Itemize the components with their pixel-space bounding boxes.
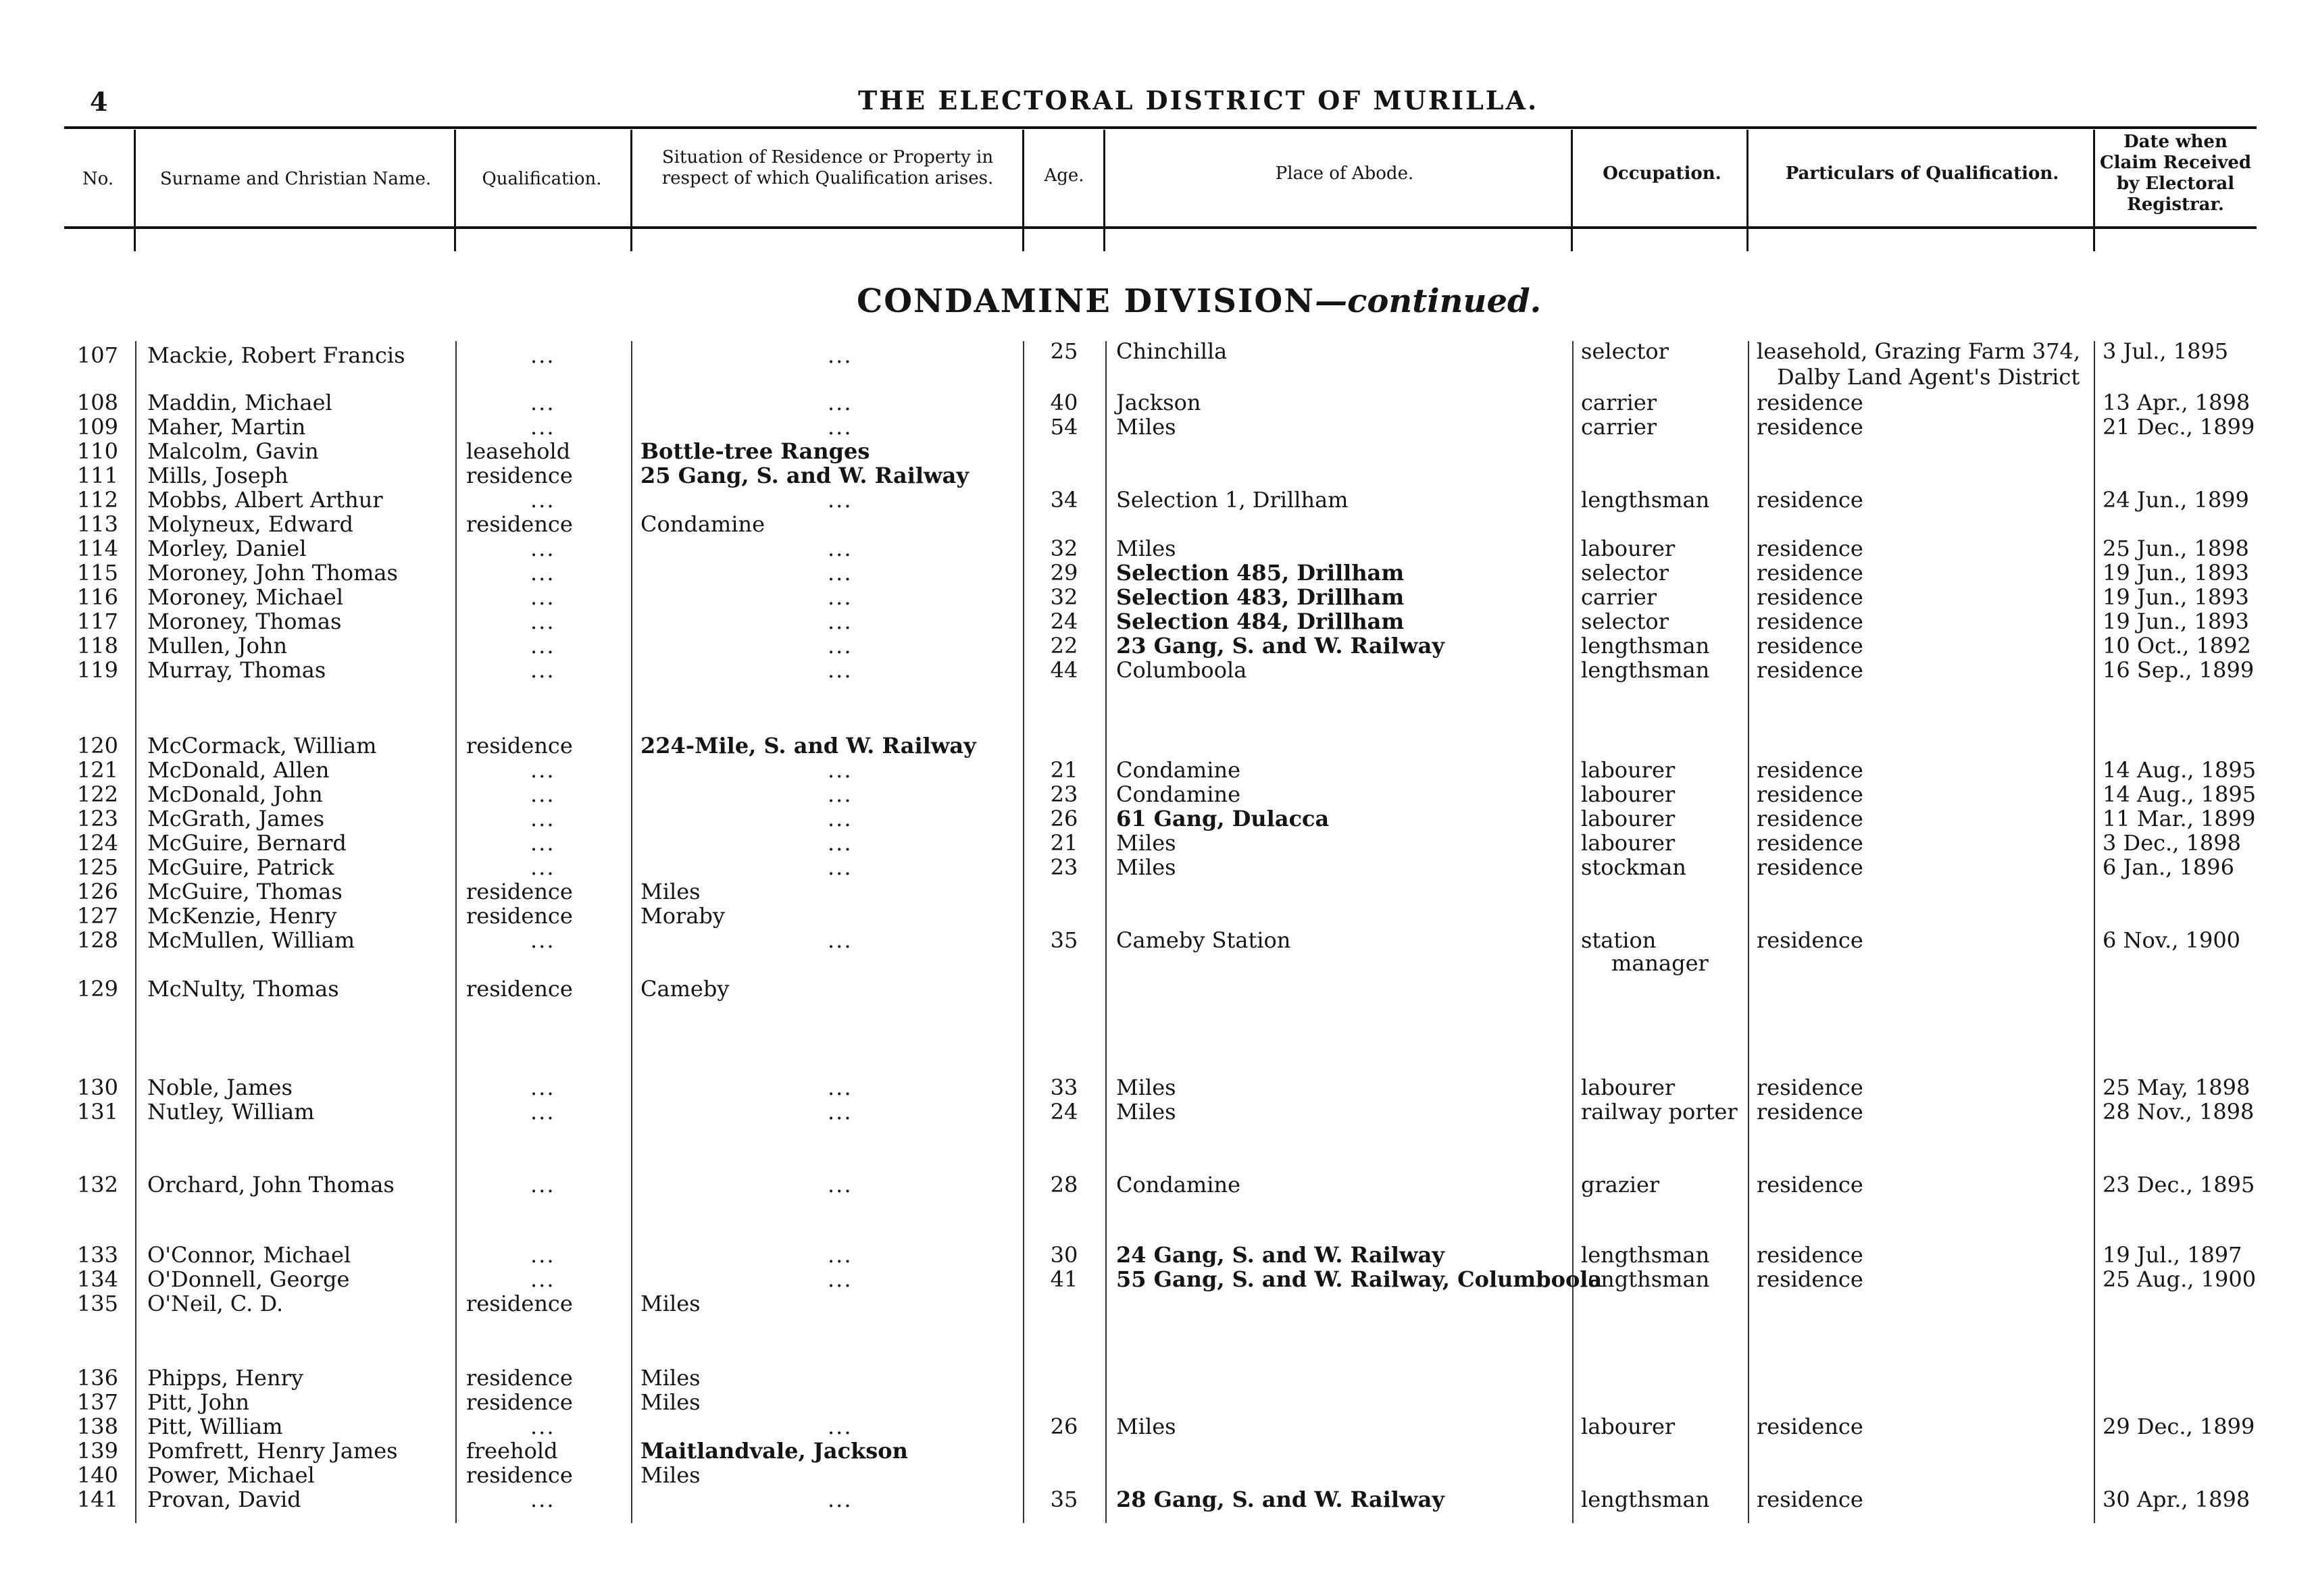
row-109-sit: ... [828, 414, 853, 440]
col-header-particulars: Particulars of Qualification. [1785, 163, 2059, 184]
row-123-date: 11 Mar., 1899 [2103, 806, 2256, 831]
row-132-qual: ... [530, 1172, 555, 1198]
row-118-occ: lengthsman [1581, 633, 1710, 659]
row-140-name: Power, Michael [147, 1462, 315, 1488]
row-126-qual: residence [466, 879, 573, 904]
row-118-date: 10 Oct., 1892 [2103, 633, 2251, 659]
row-129-qual: residence [466, 976, 573, 1002]
row-112-qual: ... [530, 487, 555, 513]
row-133-sit: ... [828, 1242, 853, 1268]
row-108-no: 108 [76, 390, 118, 415]
row-138-abode: Miles [1116, 1414, 1176, 1439]
row-108-part: residence [1757, 390, 1863, 415]
row-107-age: 25 [1050, 338, 1078, 364]
row-130-qual: ... [530, 1075, 555, 1100]
col-header-age: Age. [1044, 165, 1084, 186]
row-122-name: McDonald, John [147, 781, 323, 807]
row-126-sit: Miles [640, 879, 701, 904]
row-114-date: 25 Jun., 1898 [2103, 536, 2249, 561]
row-111-sit: 25 Gang, S. and W. Railway [640, 463, 969, 488]
row-138-qual: ... [530, 1414, 555, 1439]
body-rule-5 [1105, 341, 1107, 1523]
body-rule-6 [1572, 341, 1574, 1523]
row-137-name: Pitt, John [147, 1389, 250, 1415]
row-114-sit: ... [828, 536, 853, 561]
row-118-abode: 23 Gang, S. and W. Railway [1116, 633, 1444, 659]
row-112-occ: lengthsman [1581, 487, 1710, 513]
row-116-part: residence [1757, 584, 1863, 610]
row-123-qual: ... [530, 806, 555, 831]
row-108-date: 13 Apr., 1898 [2103, 390, 2250, 415]
row-126-no: 126 [76, 879, 118, 904]
row-108-qual: ... [530, 390, 555, 415]
row-110-qual: leasehold [466, 438, 571, 464]
row-130-occ: labourer [1581, 1075, 1676, 1100]
row-107-part-continued: Dalby Land Agent's District [1777, 364, 2080, 390]
row-131-part: residence [1757, 1099, 1863, 1125]
row-116-occ: carrier [1581, 584, 1657, 610]
row-119-age: 44 [1050, 657, 1078, 683]
row-119-no: 119 [76, 657, 118, 683]
row-121-sit: ... [828, 757, 853, 783]
row-107-name: Mackie, Robert Francis [147, 342, 405, 368]
row-140-sit: Miles [640, 1462, 701, 1488]
row-141-sit: ... [828, 1487, 853, 1512]
col-rule-4 [1022, 130, 1024, 251]
header-top-rule [64, 126, 2257, 129]
col-rule-2 [454, 130, 456, 251]
row-118-qual: ... [530, 633, 555, 659]
body-rule-3 [631, 341, 632, 1523]
row-109-date: 21 Dec., 1899 [2103, 414, 2255, 440]
row-124-no: 124 [76, 830, 118, 856]
row-135-sit: Miles [640, 1291, 701, 1316]
row-118-no: 118 [76, 633, 118, 659]
row-128-qual: ... [530, 927, 555, 953]
row-108-sit: ... [828, 390, 853, 415]
row-117-sit: ... [828, 609, 853, 634]
row-112-abode: Selection 1, Drillham [1116, 487, 1349, 513]
page-number: 4 [90, 86, 108, 117]
row-141-date: 30 Apr., 1898 [2103, 1487, 2250, 1512]
row-141-age: 35 [1050, 1487, 1078, 1512]
row-122-abode: Condamine [1116, 781, 1241, 807]
row-133-part: residence [1757, 1242, 1863, 1268]
row-122-no: 122 [76, 781, 118, 807]
row-124-name: McGuire, Bernard [147, 830, 347, 856]
row-107-qual: ... [530, 342, 555, 368]
row-107-abode: Chinchilla [1116, 338, 1228, 364]
row-131-no: 131 [76, 1099, 118, 1125]
col-rule-5 [1103, 130, 1105, 251]
row-114-part: residence [1757, 536, 1863, 561]
row-124-date: 3 Dec., 1898 [2103, 830, 2241, 856]
row-135-no: 135 [76, 1291, 118, 1316]
row-121-name: McDonald, Allen [147, 757, 330, 783]
row-118-name: Mullen, John [147, 633, 288, 659]
row-128-part: residence [1757, 927, 1863, 953]
section-title: CONDAMINE DIVISION [857, 282, 1315, 320]
row-136-sit: Miles [640, 1365, 701, 1391]
row-119-date: 16 Sep., 1899 [2103, 657, 2255, 683]
row-134-qual: ... [530, 1266, 555, 1292]
row-138-part: residence [1757, 1414, 1863, 1439]
col-header-surname: Surname and Christian Name. [159, 169, 432, 189]
row-124-part: residence [1757, 830, 1863, 856]
row-112-name: Mobbs, Albert Arthur [147, 487, 383, 513]
row-138-name: Pitt, William [147, 1414, 283, 1439]
col-header-situation: Situation of Residence or Property in respect of which Qualification arises. [661, 147, 994, 188]
row-118-age: 22 [1050, 633, 1078, 659]
row-134-age: 41 [1050, 1266, 1078, 1292]
row-133-abode: 24 Gang, S. and W. Railway [1116, 1242, 1444, 1268]
row-115-sit: ... [828, 560, 853, 586]
row-109-no: 109 [76, 414, 118, 440]
row-117-occ: selector [1581, 609, 1669, 634]
row-119-name: Murray, Thomas [147, 657, 326, 683]
row-116-no: 116 [76, 584, 118, 610]
row-117-name: Moroney, Thomas [147, 609, 342, 634]
row-130-date: 25 May, 1898 [2103, 1075, 2250, 1100]
header-bottom-rule [64, 226, 2257, 229]
row-138-no: 138 [76, 1414, 118, 1439]
row-137-sit: Miles [640, 1389, 701, 1415]
row-117-no: 117 [76, 609, 118, 634]
row-131-occ: railway porter [1581, 1099, 1738, 1125]
row-121-date: 14 Aug., 1895 [2103, 757, 2257, 783]
col-rule-1 [134, 130, 136, 251]
row-123-occ: labourer [1581, 806, 1676, 831]
row-112-age: 34 [1050, 487, 1078, 513]
row-127-qual: residence [466, 903, 573, 929]
row-118-part: residence [1757, 633, 1863, 659]
row-132-no: 132 [76, 1172, 118, 1198]
row-125-sit: ... [828, 854, 853, 880]
row-138-date: 29 Dec., 1899 [2103, 1414, 2255, 1439]
row-112-no: 112 [76, 487, 118, 513]
row-132-part: residence [1757, 1172, 1863, 1198]
col-rule-8 [2093, 130, 2095, 251]
row-116-date: 19 Jun., 1893 [2103, 584, 2249, 610]
section-heading [857, 282, 1541, 320]
row-140-no: 140 [76, 1462, 118, 1488]
row-128-occ-continued: manager [1611, 950, 1709, 976]
row-119-qual: ... [530, 657, 555, 683]
body-rule-2 [455, 341, 457, 1523]
body-rule-7 [1748, 341, 1749, 1523]
row-121-no: 121 [76, 757, 118, 783]
row-115-age: 29 [1050, 560, 1078, 586]
row-115-occ: selector [1581, 560, 1669, 586]
row-109-part: residence [1757, 414, 1863, 440]
row-125-abode: Miles [1116, 854, 1176, 880]
row-134-no: 134 [76, 1266, 118, 1292]
row-139-name: Pomfrett, Henry James [147, 1438, 398, 1464]
row-134-part: residence [1757, 1266, 1863, 1292]
row-130-no: 130 [76, 1075, 118, 1100]
row-122-age: 23 [1050, 781, 1078, 807]
row-114-age: 32 [1050, 536, 1078, 561]
row-115-no: 115 [76, 560, 118, 586]
row-109-qual: ... [530, 414, 555, 440]
row-113-qual: residence [466, 511, 573, 537]
row-107-sit: ... [828, 342, 853, 368]
row-120-name: McCormack, William [147, 733, 377, 758]
row-130-name: Noble, James [147, 1075, 293, 1100]
row-114-qual: ... [530, 536, 555, 561]
row-120-qual: residence [466, 733, 573, 758]
row-132-age: 28 [1050, 1172, 1078, 1198]
col-header-date: Date when Claim Received by Electoral Registrar. [2099, 132, 2252, 215]
row-109-abode: Miles [1116, 414, 1176, 440]
row-132-occ: grazier [1581, 1172, 1660, 1198]
row-131-age: 24 [1050, 1099, 1078, 1125]
row-130-abode: Miles [1116, 1075, 1176, 1100]
row-134-occ: lengthsman [1581, 1266, 1710, 1292]
row-118-sit: ... [828, 633, 853, 659]
col-header-no: No. [82, 169, 114, 189]
row-110-name: Malcolm, Gavin [147, 438, 319, 464]
row-116-sit: ... [828, 584, 853, 610]
row-115-qual: ... [530, 560, 555, 586]
row-125-no: 125 [76, 854, 118, 880]
row-119-sit: ... [828, 657, 853, 683]
row-133-qual: ... [530, 1242, 555, 1268]
col-rule-7 [1746, 130, 1749, 251]
row-121-qual: ... [530, 757, 555, 783]
row-127-sit: Moraby [640, 903, 725, 929]
row-134-date: 25 Aug., 1900 [2103, 1266, 2257, 1292]
row-131-sit: ... [828, 1099, 853, 1125]
row-133-no: 133 [76, 1242, 118, 1268]
row-111-qual: residence [466, 463, 573, 488]
row-117-qual: ... [530, 609, 555, 634]
row-114-no: 114 [76, 536, 118, 561]
row-107-occ: selector [1581, 338, 1669, 364]
row-109-occ: carrier [1581, 414, 1657, 440]
row-127-no: 127 [76, 903, 118, 929]
row-109-age: 54 [1050, 414, 1078, 440]
row-122-sit: ... [828, 781, 853, 807]
row-124-abode: Miles [1116, 830, 1176, 856]
row-136-name: Phipps, Henry [147, 1365, 303, 1391]
page-title: THE ELECTORAL DISTRICT OF MURILLA. [858, 85, 1539, 115]
row-122-occ: labourer [1581, 781, 1676, 807]
row-119-abode: Columboola [1116, 657, 1247, 683]
row-141-no: 141 [76, 1487, 118, 1512]
row-121-age: 21 [1050, 757, 1078, 783]
row-137-qual: residence [466, 1389, 573, 1415]
row-117-age: 24 [1050, 609, 1078, 634]
row-122-date: 14 Aug., 1895 [2103, 781, 2257, 807]
row-121-occ: labourer [1581, 757, 1676, 783]
body-rule-8 [2094, 341, 2095, 1523]
row-107-date: 3 Jul., 1895 [2103, 338, 2229, 364]
row-124-age: 21 [1050, 830, 1078, 856]
row-131-date: 28 Nov., 1898 [2103, 1099, 2255, 1125]
row-130-sit: ... [828, 1075, 853, 1100]
row-123-no: 123 [76, 806, 118, 831]
row-110-no: 110 [76, 438, 118, 464]
row-116-name: Moroney, Michael [147, 584, 344, 610]
row-112-sit: ... [828, 487, 853, 513]
row-117-abode: Selection 484, Drillham [1116, 609, 1405, 634]
row-134-name: O'Donnell, George [147, 1266, 350, 1292]
col-rule-6 [1571, 130, 1573, 251]
col-rule-3 [630, 130, 632, 251]
section-subtitle: —continued. [1315, 282, 1542, 320]
row-123-part: residence [1757, 806, 1863, 831]
row-123-age: 26 [1050, 806, 1078, 831]
row-128-sit: ... [828, 927, 853, 953]
row-141-occ: lengthsman [1581, 1487, 1710, 1512]
row-115-name: Moroney, John Thomas [147, 560, 398, 586]
row-127-name: McKenzie, Henry [147, 903, 337, 929]
row-114-abode: Miles [1116, 536, 1176, 561]
row-132-name: Orchard, John Thomas [147, 1172, 395, 1198]
row-132-abode: Condamine [1116, 1172, 1241, 1198]
row-121-abode: Condamine [1116, 757, 1241, 783]
row-130-part: residence [1757, 1075, 1863, 1100]
row-133-name: O'Connor, Michael [147, 1242, 351, 1268]
row-119-occ: lengthsman [1581, 657, 1710, 683]
row-135-qual: residence [466, 1291, 573, 1316]
row-128-no: 128 [76, 927, 118, 953]
row-141-part: residence [1757, 1487, 1863, 1512]
row-129-no: 129 [76, 976, 118, 1002]
body-rule-1 [135, 341, 136, 1523]
row-130-age: 33 [1050, 1075, 1078, 1100]
row-122-part: residence [1757, 781, 1863, 807]
row-141-qual: ... [530, 1487, 555, 1512]
row-132-date: 23 Dec., 1895 [2103, 1172, 2255, 1198]
row-124-sit: ... [828, 830, 853, 856]
col-header-occupation: Occupation. [1603, 163, 1721, 184]
row-140-qual: residence [466, 1462, 573, 1488]
row-112-part: residence [1757, 487, 1863, 513]
row-113-sit: Condamine [640, 511, 765, 537]
row-125-date: 6 Jan., 1896 [2103, 854, 2234, 880]
row-138-occ: labourer [1581, 1414, 1676, 1439]
row-137-no: 137 [76, 1389, 118, 1415]
row-138-age: 26 [1050, 1414, 1078, 1439]
row-116-qual: ... [530, 584, 555, 610]
row-131-qual: ... [530, 1099, 555, 1125]
row-141-abode: 28 Gang, S. and W. Railway [1116, 1487, 1444, 1512]
row-124-occ: labourer [1581, 830, 1676, 856]
row-134-abode: 55 Gang, S. and W. Railway, Columboola [1116, 1266, 1603, 1292]
row-133-age: 30 [1050, 1242, 1078, 1268]
row-111-no: 111 [76, 463, 118, 488]
row-131-abode: Miles [1116, 1099, 1176, 1125]
col-header-abode: Place of Abode. [1275, 163, 1414, 184]
row-136-no: 136 [76, 1365, 118, 1391]
row-128-date: 6 Nov., 1900 [2103, 927, 2241, 953]
body-rule-4 [1023, 341, 1024, 1523]
row-123-abode: 61 Gang, Dulacca [1116, 806, 1330, 831]
row-122-qual: ... [530, 781, 555, 807]
row-119-part: residence [1757, 657, 1863, 683]
row-141-name: Provan, David [147, 1487, 301, 1512]
row-131-name: Nutley, William [147, 1099, 315, 1125]
row-125-part: residence [1757, 854, 1863, 880]
row-108-name: Maddin, Michael [147, 390, 332, 415]
row-125-qual: ... [530, 854, 555, 880]
row-132-sit: ... [828, 1172, 853, 1198]
row-115-abode: Selection 485, Drillham [1116, 560, 1405, 586]
row-113-no: 113 [76, 511, 118, 537]
row-139-no: 139 [76, 1438, 118, 1464]
row-133-date: 19 Jul., 1897 [2103, 1242, 2242, 1268]
col-header-qualification: Qualification. [482, 169, 602, 189]
row-139-qual: freehold [466, 1438, 558, 1464]
row-108-occ: carrier [1581, 390, 1657, 415]
row-125-occ: stockman [1581, 854, 1686, 880]
row-138-sit: ... [828, 1414, 853, 1439]
row-116-age: 32 [1050, 584, 1078, 610]
row-110-sit: Bottle-tree Ranges [640, 438, 870, 464]
row-113-name: Molyneux, Edward [147, 511, 353, 537]
row-115-part: residence [1757, 560, 1863, 586]
row-129-name: McNulty, Thomas [147, 976, 339, 1002]
row-120-sit: 224-Mile, S. and W. Railway [640, 733, 976, 758]
row-129-sit: Cameby [640, 976, 730, 1002]
row-125-name: McGuire, Patrick [147, 854, 334, 880]
row-115-date: 19 Jun., 1893 [2103, 560, 2249, 586]
row-128-abode: Cameby Station [1116, 927, 1291, 953]
row-126-name: McGuire, Thomas [147, 879, 343, 904]
row-111-name: Mills, Joseph [147, 463, 288, 488]
row-108-age: 40 [1050, 390, 1078, 415]
row-107-part: leasehold, Grazing Farm 374, [1757, 338, 2081, 364]
row-133-occ: lengthsman [1581, 1242, 1710, 1268]
row-116-abode: Selection 483, Drillham [1116, 584, 1405, 610]
row-128-occ: station [1581, 927, 1657, 953]
row-124-qual: ... [530, 830, 555, 856]
row-107-no: 107 [76, 342, 118, 368]
row-128-name: McMullen, William [147, 927, 355, 953]
row-120-no: 120 [76, 733, 118, 758]
row-139-sit: Maitlandvale, Jackson [640, 1438, 908, 1464]
row-134-sit: ... [828, 1266, 853, 1292]
row-121-part: residence [1757, 757, 1863, 783]
row-108-abode: Jackson [1116, 390, 1201, 415]
row-135-name: O'Neil, C. D. [147, 1291, 284, 1316]
row-117-date: 19 Jun., 1893 [2103, 609, 2249, 634]
row-128-age: 35 [1050, 927, 1078, 953]
row-123-name: McGrath, James [147, 806, 325, 831]
row-112-date: 24 Jun., 1899 [2103, 487, 2249, 513]
row-136-qual: residence [466, 1365, 573, 1391]
row-114-name: Morley, Daniel [147, 536, 307, 561]
row-114-occ: labourer [1581, 536, 1676, 561]
row-117-part: residence [1757, 609, 1863, 634]
row-123-sit: ... [828, 806, 853, 831]
row-109-name: Maher, Martin [147, 414, 306, 440]
row-125-age: 23 [1050, 854, 1078, 880]
